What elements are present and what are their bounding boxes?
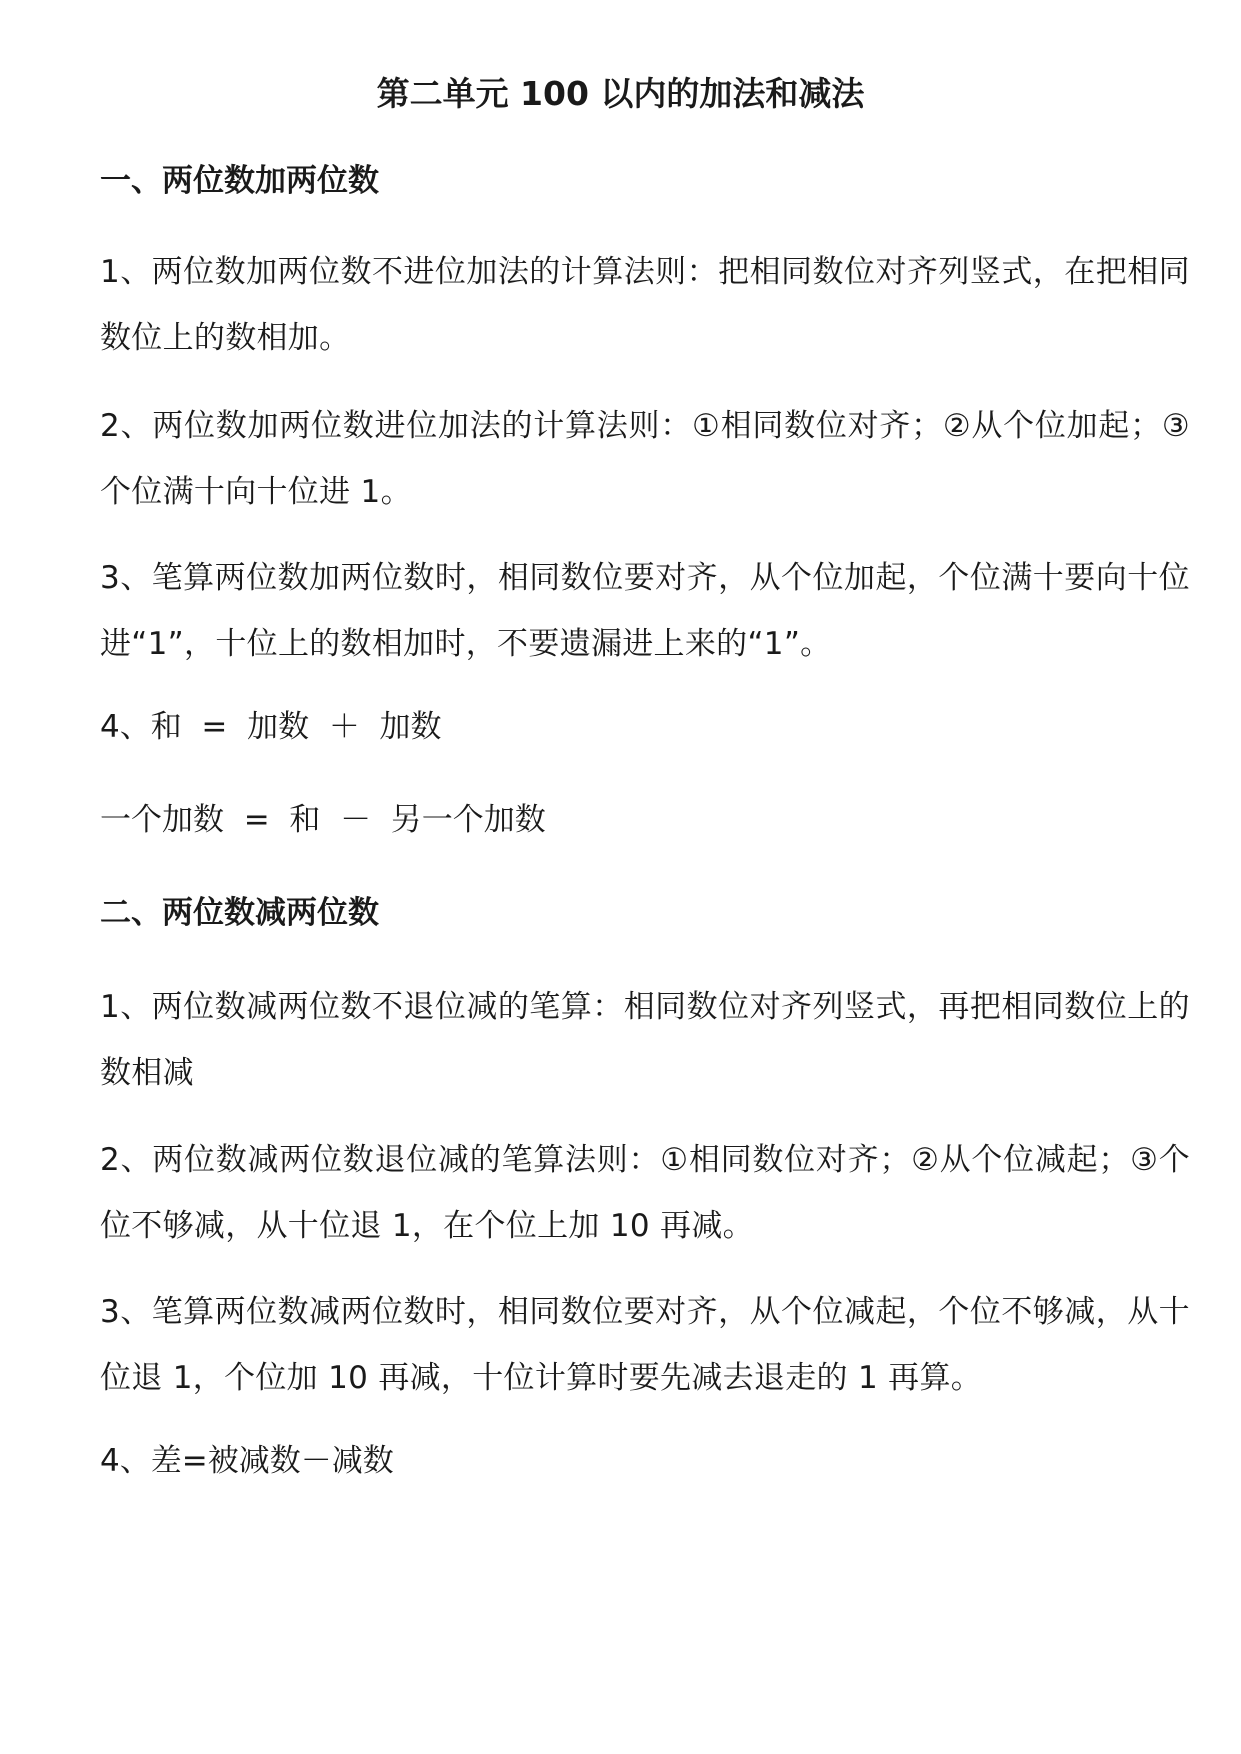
addition-formula-addend: 一个加数 = 和 － 另一个加数 [100,802,546,838]
addition-rule-2: 2、两位数加两位数进位加法的计算法则：①相同数位对齐；②从个位加起；③个位满十向十位进 1。 [100,408,1190,510]
subtraction-rule-3: 3、笔算两位数减两位数时，相同数位要对齐，从个位减起，个位不够减，从十位退 1，个位加 10 再减，十位计算时要先减去退走的 1 再算。 [100,1294,1190,1396]
section-heading-subtraction: 二、两位数减两位数 [100,895,379,931]
addition-rule-1: 1、两位数加两位数不进位加法的计算法则：把相同数位对齐列竖式，在把相同数位上的数相加。 [100,254,1190,356]
addition-rule-3: 3、笔算两位数加两位数时，相同数位要对齐，从个位加起，个位满十要向十位进“1”，十位上的数相加时，不要遗漏进上来的“1”。 [100,560,1190,662]
addition-formula-sum: 4、和 = 加数 ＋ 加数 [100,709,442,745]
subtraction-rule-2: 2、两位数减两位数退位减的笔算法则：①相同数位对齐；②从个位减起；③个位不够减，从十位退 1，在个位上加 10 再减。 [100,1142,1190,1244]
subtraction-rule-1: 1、两位数减两位数不退位减的笔算：相同数位对齐列竖式，再把相同数位上的数相减 [100,989,1190,1091]
section-heading-addition: 一、两位数加两位数 [100,163,379,199]
document-title: 第二单元 100 以内的加法和减法 [376,74,865,113]
subtraction-formula-difference: 4、差=被减数－减数 [100,1443,394,1479]
